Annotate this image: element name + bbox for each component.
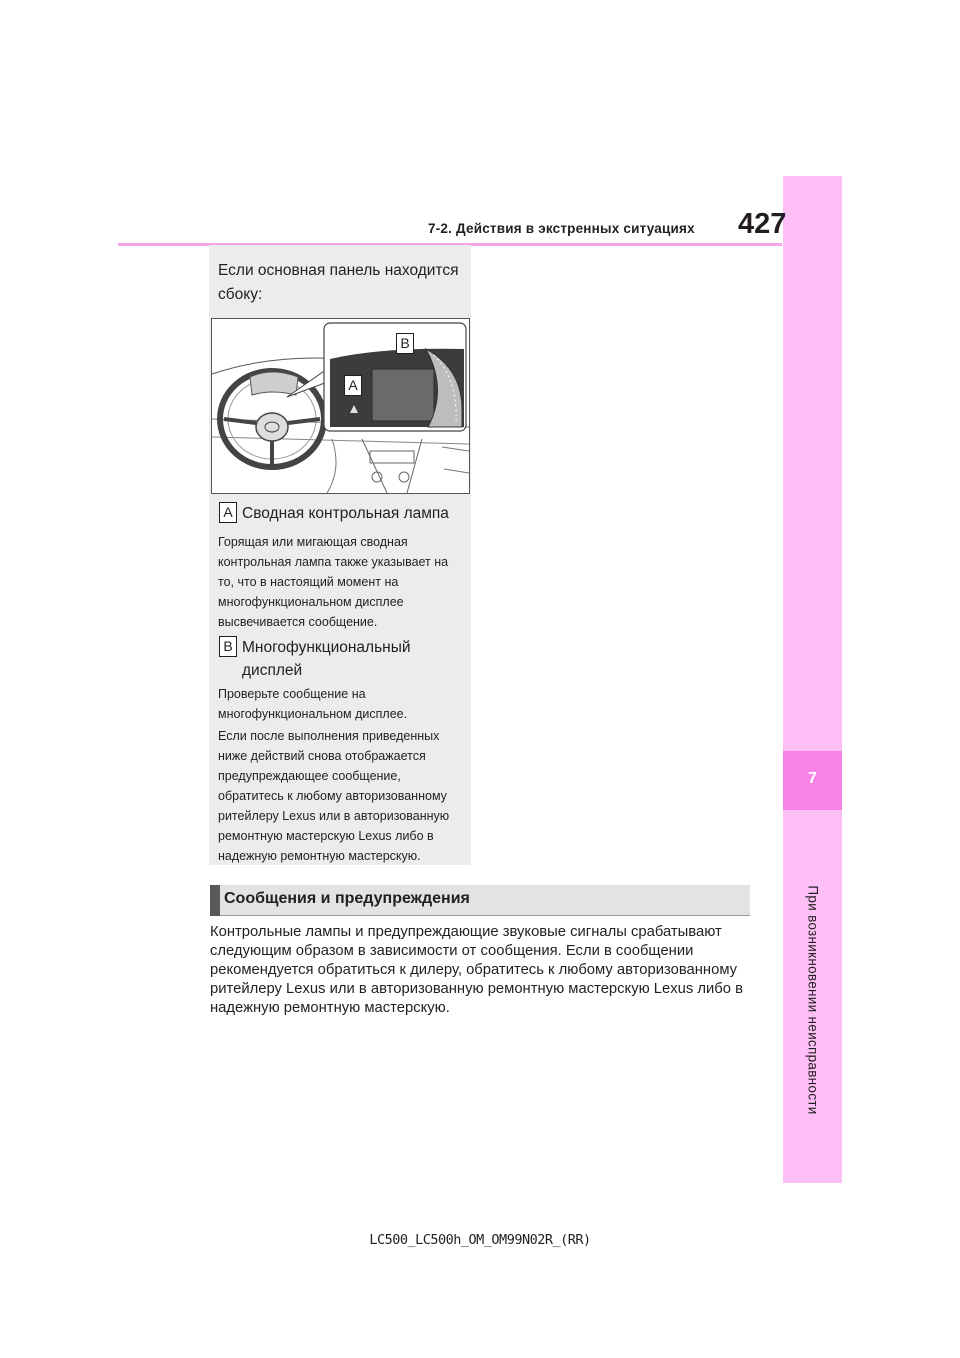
item-a-line: то, что в настоящий момент на xyxy=(218,575,399,589)
dashboard-illustration xyxy=(211,318,470,494)
footer-code: LC500_LC500h_OM_OM99N02R_(RR) xyxy=(369,1232,591,1248)
item-b-title-line-1: Многофункциональный xyxy=(242,639,411,656)
item-b-line: ритейлеру Lexus или в авторизованную xyxy=(218,809,450,823)
item-a-line: высвечивается сообщение. xyxy=(218,615,378,629)
dashboard-drawing xyxy=(212,319,469,493)
item-b-line: ремонтную мастерскую Lexus либо в xyxy=(218,829,434,843)
item-b-line: многофункциональном дисплее. xyxy=(218,707,408,721)
item-a-badge: A xyxy=(219,502,237,523)
chapter-side-label: При возникновении неисправности xyxy=(805,885,821,1115)
item-b-title-line-2: дисплей xyxy=(242,662,303,679)
section-header: 7-2. Действия в экстренных ситуациях xyxy=(428,221,695,236)
body-line: рекомендуется обратиться к дилеру, обратитесь к любому авторизованному xyxy=(210,962,738,978)
body-line: Контрольные лампы и предупреждающие звуковые сигналы срабатывают xyxy=(210,924,722,940)
item-b-text-1 xyxy=(218,684,468,724)
chapter-number: 7 xyxy=(808,770,817,787)
callout-a-badge: A xyxy=(344,375,362,396)
item-b-line: Проверьте сообщение на xyxy=(218,687,366,701)
callout-b-badge: B xyxy=(396,333,414,354)
body-line: следующим образом в зависимости от сообщения. Если в сообщении xyxy=(210,943,694,959)
intro-line-2: сбоку: xyxy=(218,286,263,303)
item-a-line: Горящая или мигающая сводная xyxy=(218,535,408,549)
body-line: ритейлеру Lexus или в авторизованную ремонтную мастерскую Lexus либо в xyxy=(210,981,743,997)
item-b-line: ниже действий снова отображается xyxy=(218,749,426,763)
intro-line-1: Если основная панель находится xyxy=(218,262,459,279)
section-heading: Сообщения и предупреждения xyxy=(224,890,470,907)
item-b-line: надежную ремонтную мастерскую. xyxy=(218,849,421,863)
body-line: надежную ремонтную мастерскую. xyxy=(210,1000,450,1016)
item-b-text-2 xyxy=(218,726,468,866)
section-heading-accent xyxy=(210,885,220,916)
item-a-text xyxy=(218,532,468,632)
item-b-line: обратитесь к любому авторизованному xyxy=(218,789,447,803)
page-number: 427 xyxy=(738,208,787,240)
item-b-badge: B xyxy=(219,636,237,657)
item-a-line: многофункциональном дисплее xyxy=(218,595,404,609)
item-b-line: Если после выполнения приведенных xyxy=(218,729,440,743)
section-body xyxy=(210,923,755,1018)
item-b-line: предупреждающее сообщение, xyxy=(218,769,401,783)
item-a-title: Сводная контрольная лампа xyxy=(242,505,449,522)
item-a-line: контрольная лампа также указывает на xyxy=(218,555,449,569)
